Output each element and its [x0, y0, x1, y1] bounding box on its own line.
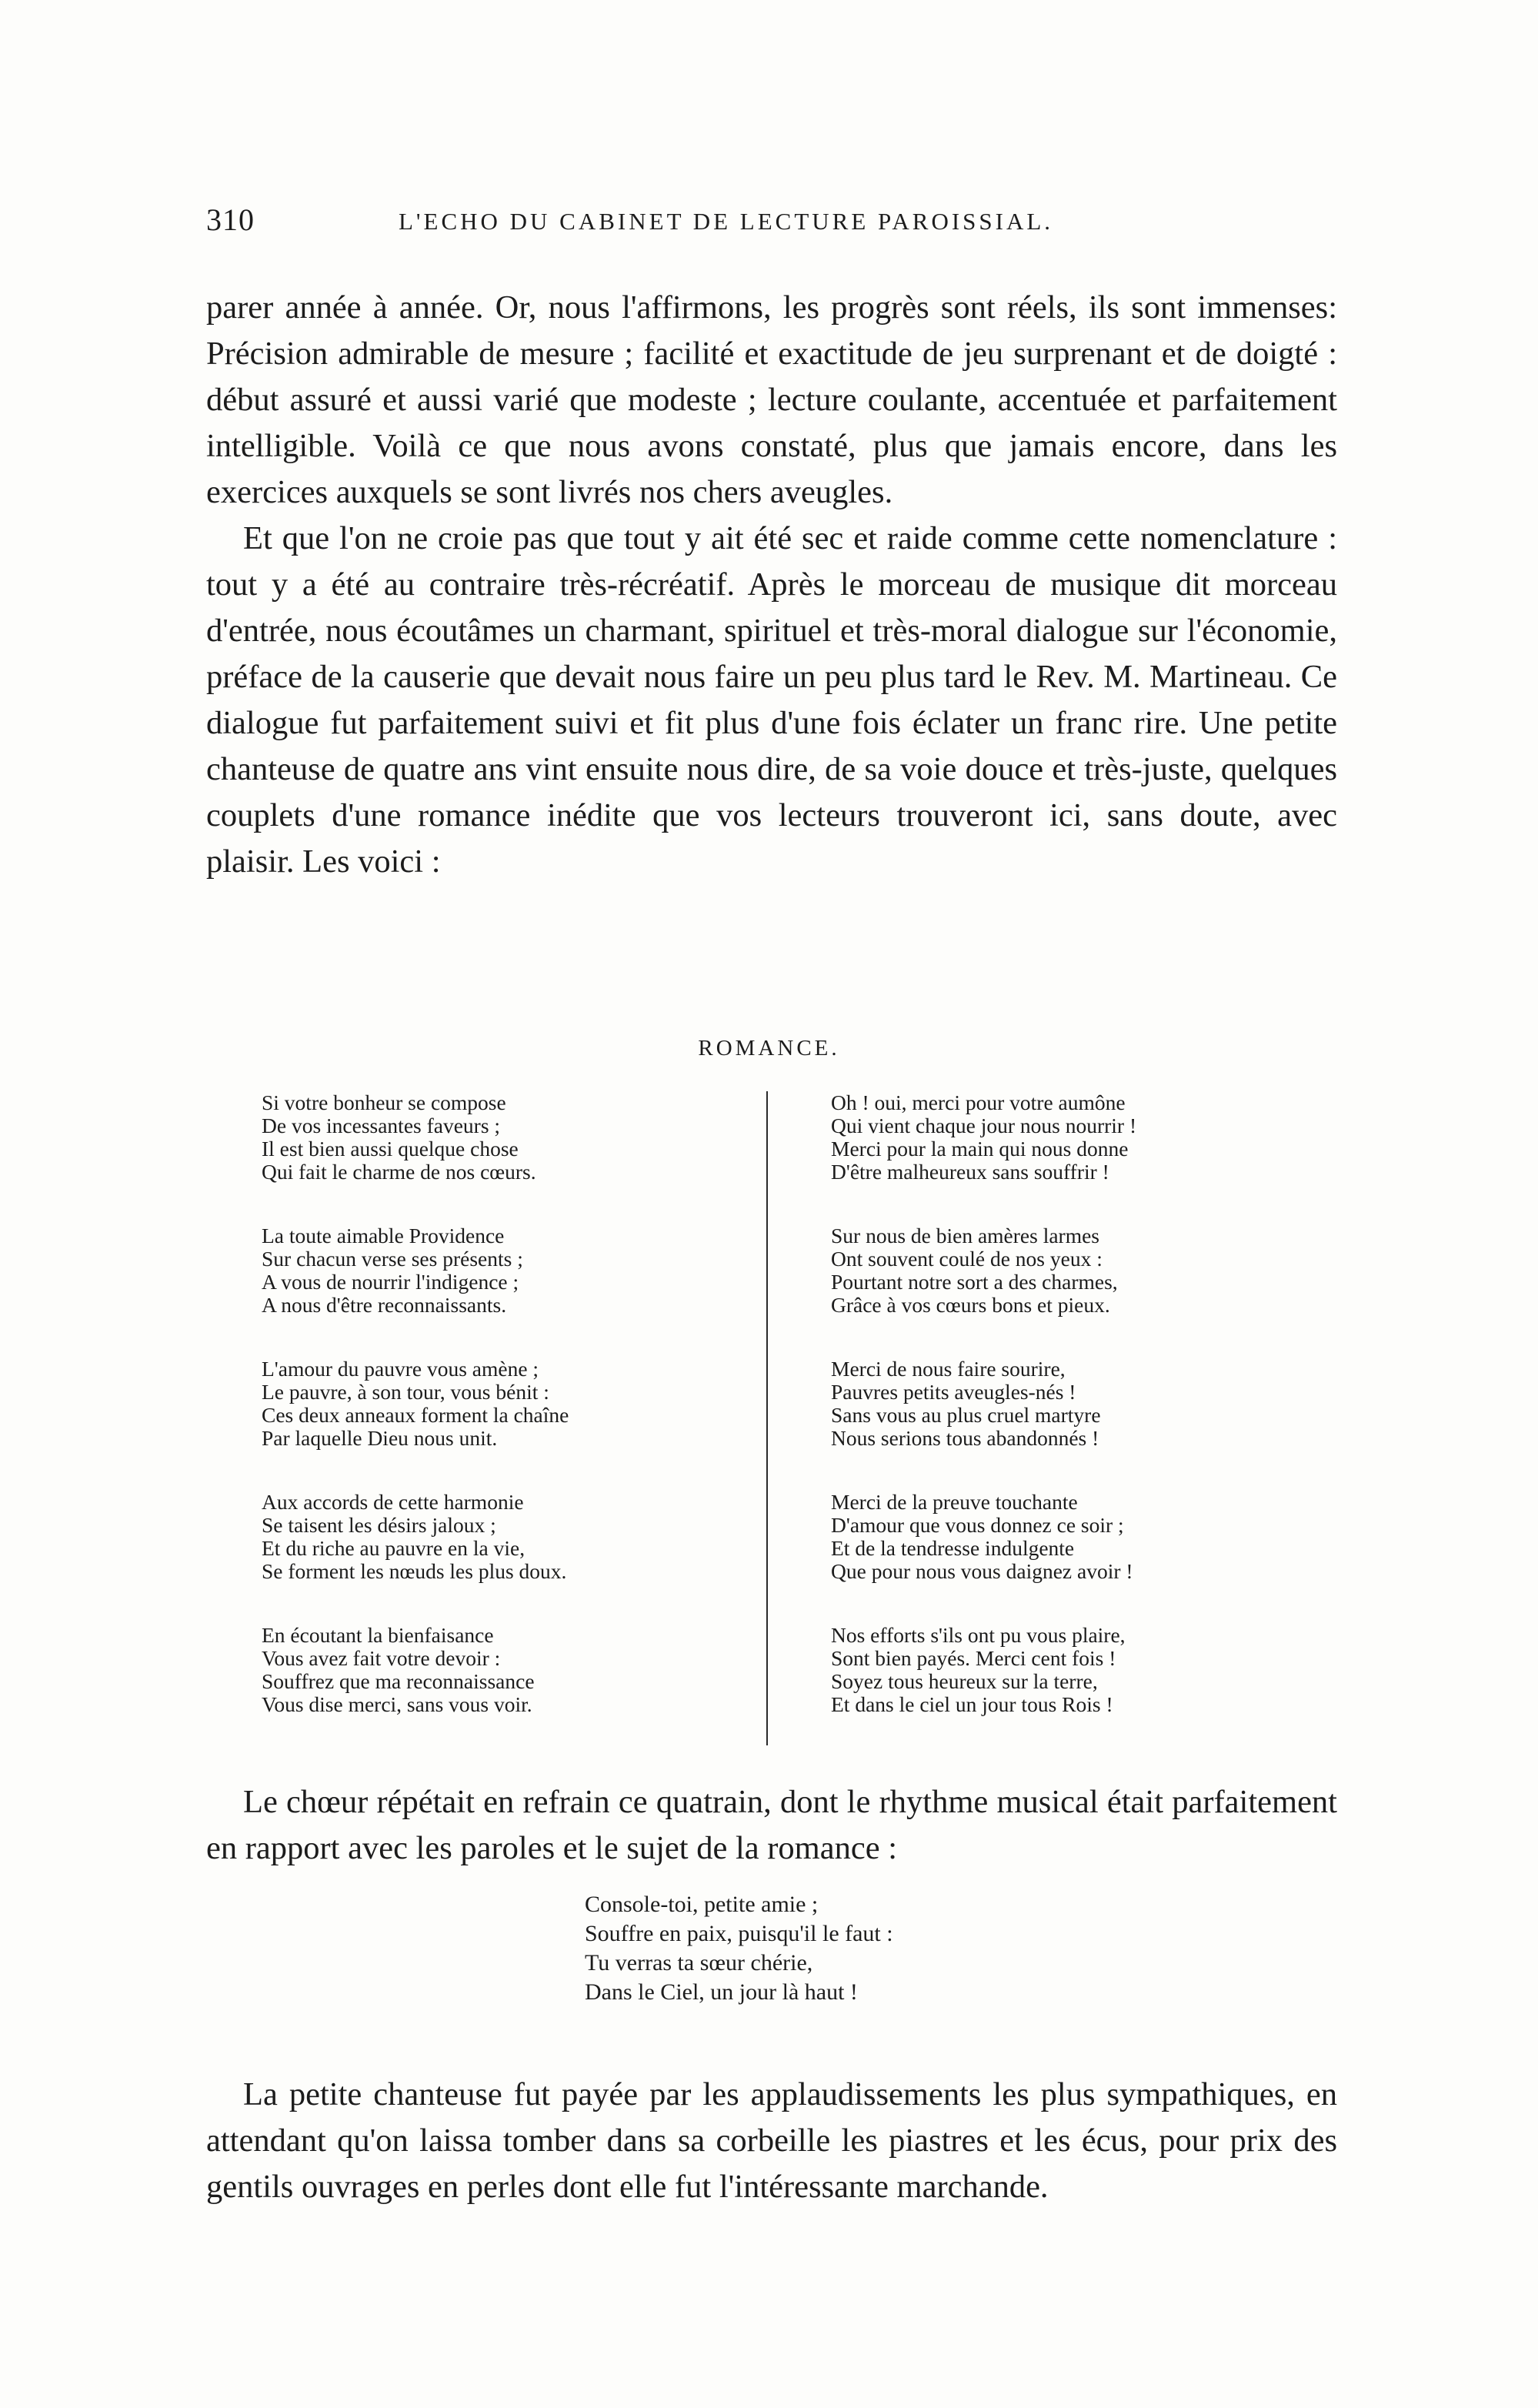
- paragraph-3: Le chœur répétait en refrain ce quatrain, dont le rhythme musical était parfaitement en rapport avec les paroles et le sujet de la romance :: [206, 1784, 1337, 1866]
- verse-line: Sont bien payés. Merci cent fois !: [831, 1646, 1116, 1670]
- page-header: [206, 202, 1345, 248]
- refrain-quatrain: [585, 1890, 893, 2007]
- verse-line: Dans le Ciel, un jour là haut !: [585, 1979, 858, 2005]
- verse-line: Sans vous au plus cruel martyre: [831, 1403, 1101, 1427]
- stanza: [831, 1358, 1323, 1450]
- verse-line: Console-toi, petite amie ;: [585, 1892, 819, 1917]
- verse-line: Vous dise merci, sans vous voir.: [262, 1692, 532, 1716]
- stanza: [831, 1224, 1323, 1317]
- stanza: [831, 1624, 1323, 1716]
- verse-line: Grâce à vos cœurs bons et pieux.: [831, 1293, 1110, 1317]
- verse-line: Nos efforts s'ils ont pu vous plaire,: [831, 1623, 1126, 1647]
- verse-line: Qui fait le charme de nos cœurs.: [262, 1160, 536, 1184]
- verse-line: Que pour nous vous daignez avoir !: [831, 1559, 1133, 1583]
- romance-title: ROMANCE.: [698, 1036, 840, 1060]
- stanza: [262, 1358, 746, 1450]
- verse-line: Se taisent les désirs jaloux ;: [262, 1513, 496, 1537]
- verse-line: Oh ! oui, merci pour votre aumône: [831, 1090, 1126, 1114]
- verse-line: La toute aimable Providence: [262, 1224, 505, 1247]
- verse-line: Vous avez fait votre devoir :: [262, 1646, 501, 1670]
- verse-line: A vous de nourrir l'indigence ;: [262, 1270, 519, 1294]
- verse-line: Ces deux anneaux forment la chaîne: [262, 1403, 569, 1427]
- verse-line: Et de la tendresse indulgente: [831, 1536, 1075, 1560]
- romance-left-column: [262, 1091, 746, 1757]
- verse-line: Pourtant notre sort a des charmes,: [831, 1270, 1118, 1294]
- stanza: [831, 1491, 1323, 1583]
- verse-line: Ont souvent coulé de nos yeux :: [831, 1247, 1103, 1271]
- verse-line: Le pauvre, à son tour, vous bénit :: [262, 1380, 549, 1404]
- stanza: [262, 1624, 746, 1716]
- running-title: L'ECHO DU CABINET DE LECTURE PAROISSIAL.: [399, 208, 1054, 235]
- verse-line: Soyez tous heureux sur la terre,: [831, 1669, 1098, 1693]
- verse-line: Sur chacun verse ses présents ;: [262, 1247, 523, 1271]
- verse-line: Pauvres petits aveugles-nés !: [831, 1380, 1076, 1404]
- paragraph-block-2: [206, 1779, 1337, 1872]
- page-number: 310: [206, 202, 255, 237]
- romance-right-column: [831, 1091, 1323, 1757]
- paragraph-block-1: [206, 285, 1337, 885]
- verse-line: Merci de nous faire sourire,: [831, 1357, 1066, 1381]
- column-divider: [766, 1091, 768, 1745]
- verse-line: L'amour du pauvre vous amène ;: [262, 1357, 539, 1381]
- verse-line: Merci de la preuve touchante: [831, 1490, 1078, 1514]
- paragraph-2: Et que l'on ne croie pas que tout y ait été sec et raide comme cette nomenclature : tout y a été au contraire très-récréatif. Après le morceau de musique dit morceau d'entrée, nous écoutâmes un charmant, spirituel et très-moral dialogue sur l'économie, préface de la causerie que devait nous faire un peu plus tard le Rev. M. Martineau. Ce dialogue fut parfaitement suivi et fit plus d'une fois éclater un franc rire. Une petite chanteuse de quatre ans vint ensuite nous dire, de sa voie douce et très-juste, quelques couplets d'une romance inédite que vos lecteurs trouveront ici, sans doute, avec plaisir. Les voici :: [206, 520, 1337, 880]
- verse-line: Merci pour la main qui nous donne: [831, 1137, 1129, 1161]
- verse-line: A nous d'être reconnaissants.: [262, 1293, 507, 1317]
- paragraph-block-3: [206, 2072, 1337, 2210]
- verse-line: Par laquelle Dieu nous unit.: [262, 1426, 498, 1450]
- verse-line: Souffre en paix, puisqu'il le faut :: [585, 1921, 893, 1946]
- verse-line: Sur nous de bien amères larmes: [831, 1224, 1100, 1247]
- verse-line: D'amour que vous donnez ce soir ;: [831, 1513, 1124, 1537]
- stanza: [831, 1091, 1323, 1184]
- verse-line: De vos incessantes faveurs ;: [262, 1114, 501, 1137]
- verse-line: Souffrez que ma reconnaissance: [262, 1669, 535, 1693]
- verse-line: Qui vient chaque jour nous nourrir !: [831, 1114, 1137, 1137]
- verse-line: Tu verras ta sœur chérie,: [585, 1950, 813, 1975]
- verse-line: Nous serions tous abandonnés !: [831, 1426, 1099, 1450]
- verse-line: D'être malheureux sans souffrir !: [831, 1160, 1109, 1184]
- verse-line: Et du riche au pauvre en la vie,: [262, 1536, 525, 1560]
- verse-line: Il est bien aussi quelque chose: [262, 1137, 519, 1161]
- verse-line: Et dans le ciel un jour tous Rois !: [831, 1692, 1113, 1716]
- stanza: [262, 1091, 746, 1184]
- stanza: [262, 1224, 746, 1317]
- verse-line: Se forment les nœuds les plus doux.: [262, 1559, 567, 1583]
- verse-line: Aux accords de cette harmonie: [262, 1490, 524, 1514]
- paragraph-1: parer année à année. Or, nous l'affirmons, les progrès sont réels, ils sont immenses: Précision admirable de mesure ; facilité et exactitude de jeu surprenant et de doigté : début assuré et aussi varié que modeste ; lecture coulante, accentuée et parfaitement intelligible. Voilà ce que nous avons constaté, plus que jamais encore, dans les exercices auxquels se sont livrés nos chers aveugles.: [206, 289, 1337, 510]
- verse-line: En écoutant la bienfaisance: [262, 1623, 494, 1647]
- paragraph-4: La petite chanteuse fut payée par les applaudissements les plus sympathiques, en attendant qu'on laissa tomber dans sa corbeille les piastres et les écus, pour prix des gentils ouvrages en perles dont elle fut l'intéressante marchande.: [206, 2076, 1337, 2205]
- stanza: [262, 1491, 746, 1583]
- verse-line: Si votre bonheur se compose: [262, 1090, 506, 1114]
